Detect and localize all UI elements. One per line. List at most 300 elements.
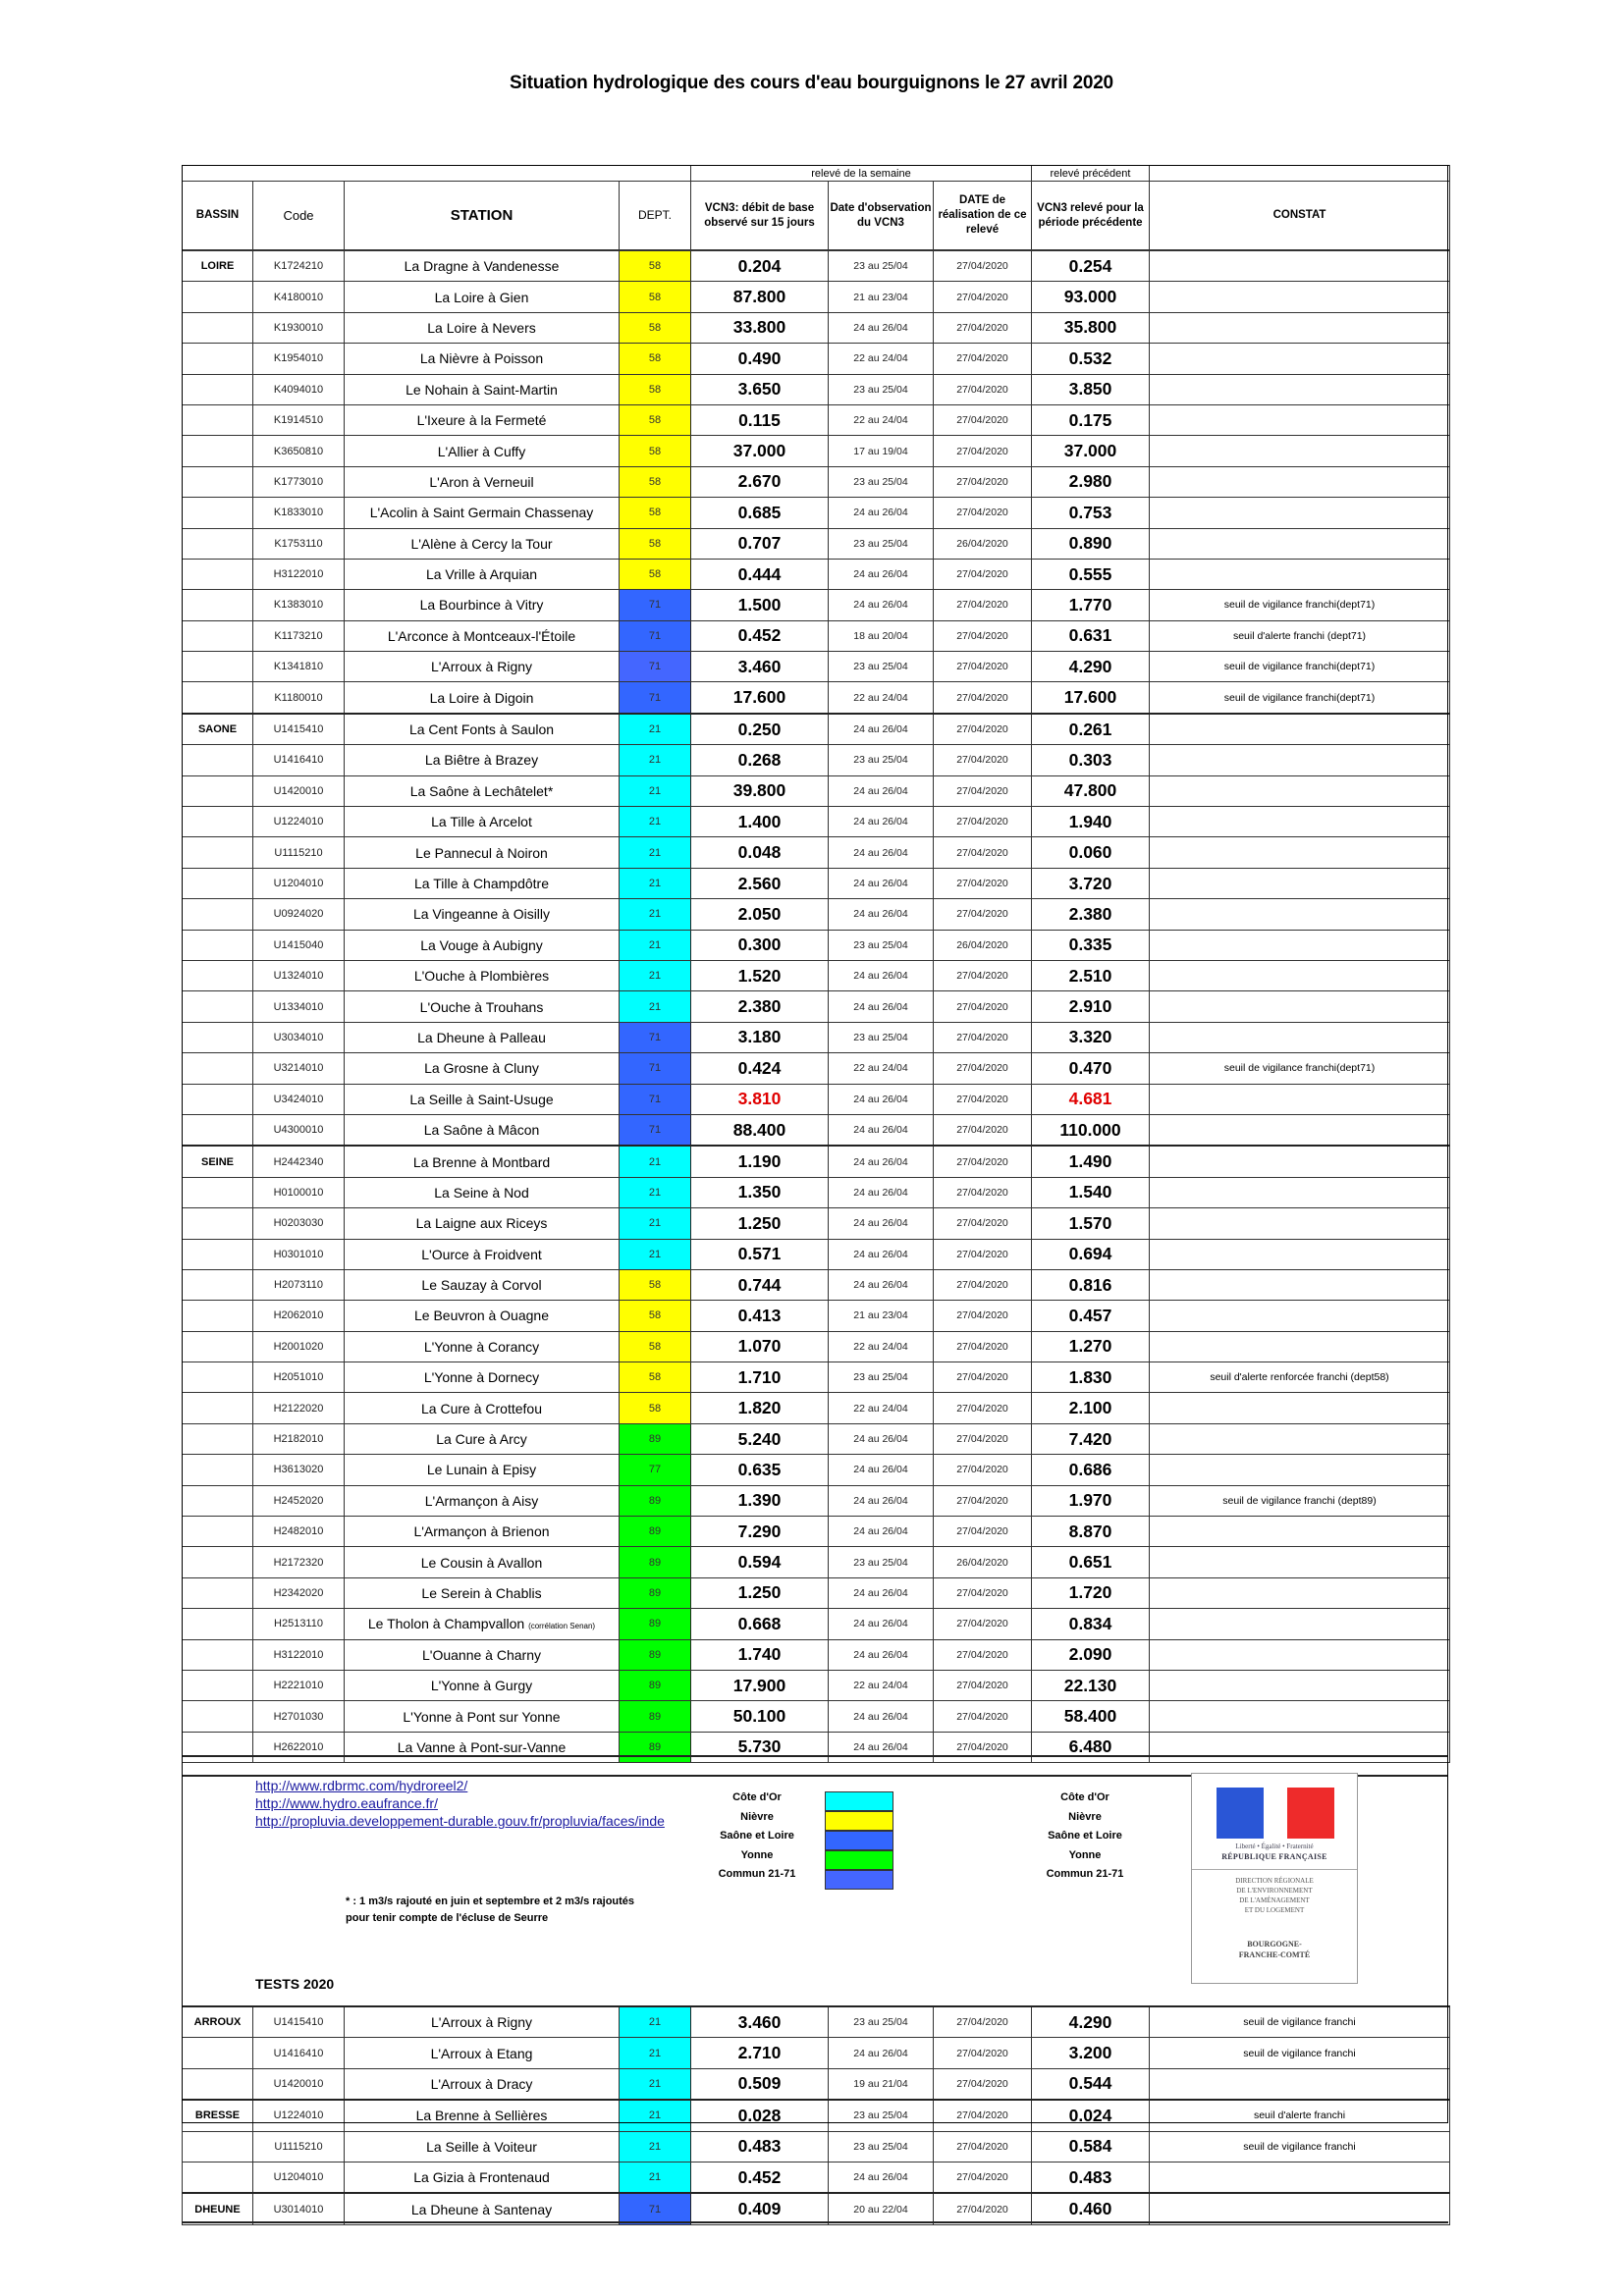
date-obs-cell: 19 au 21/04	[829, 2068, 934, 2100]
date-real-cell: 27/04/2020	[934, 775, 1032, 806]
vcn3-prev-cell: 2.510	[1032, 960, 1150, 990]
legend-label: Nièvre	[740, 1810, 774, 1823]
code-cell: H3613020	[253, 1455, 345, 1485]
station-cell: La Loire à Gien	[345, 282, 620, 312]
dept-cell: 21	[620, 837, 691, 868]
vcn3-cell: 7.290	[691, 1517, 829, 1547]
date-obs-cell: 24 au 26/04	[829, 2162, 934, 2193]
station-cell: L'Arroux à Etang	[345, 2038, 620, 2068]
logo-direction-line: DE L'ENVIRONNEMENT	[1236, 1887, 1313, 1895]
dept-cell: 21	[620, 2131, 691, 2162]
code-cell: U4300010	[253, 1114, 345, 1146]
constat-cell: seuil de vigilance franchi	[1150, 2038, 1450, 2068]
date-real-cell: 27/04/2020	[934, 344, 1032, 374]
link-rdbrmc[interactable]: http://www.rdbrmc.com/hydroreel2/	[255, 1778, 468, 1793]
station-note: (corrélation Senan)	[528, 1622, 596, 1631]
code-cell: U1204010	[253, 2162, 345, 2193]
dept-cell: 21	[620, 714, 691, 745]
header-bassin: BASSIN	[183, 182, 253, 251]
station-cell: La Grosne à Cluny	[345, 1053, 620, 1084]
code-cell: H2122020	[253, 1393, 345, 1423]
station-cell: L'Ouanne à Charny	[345, 1639, 620, 1670]
station-cell: L'Arroux à Rigny	[345, 2006, 620, 2038]
vcn3-cell: 1.250	[691, 1577, 829, 1608]
table-row	[183, 2131, 1450, 2162]
vcn3-prev-cell: 1.770	[1032, 590, 1150, 620]
date-real-cell: 27/04/2020	[934, 590, 1032, 620]
station-cell: Le Lunain à Episy	[345, 1455, 620, 1485]
date-real-cell: 27/04/2020	[934, 1517, 1032, 1547]
dept-cell: 58	[620, 404, 691, 435]
vcn3-cell: 2.710	[691, 2038, 829, 2068]
tests-title: TESTS 2020	[255, 1976, 335, 1992]
dept-cell: 89	[620, 1517, 691, 1547]
date-real-cell: 26/04/2020	[934, 1547, 1032, 1577]
vcn3-prev-cell: 0.261	[1032, 714, 1150, 745]
vcn3-prev-cell: 3.720	[1032, 868, 1150, 898]
date-real-cell: 27/04/2020	[934, 2068, 1032, 2100]
station-cell: La Biêtre à Brazey	[345, 745, 620, 775]
vcn3-cell: 3.460	[691, 652, 829, 682]
vcn3-prev-cell: 17.600	[1032, 682, 1150, 714]
vcn3-cell: 3.810	[691, 1084, 829, 1114]
code-cell: K1954010	[253, 344, 345, 374]
code-cell: K1383010	[253, 590, 345, 620]
link-propluvia[interactable]: http://propluvia.developpement-durable.gouv.fr/propluvia/faces/inde	[255, 1813, 665, 1829]
station-cell: L'Yonne à Gurgy	[345, 1670, 620, 1700]
code-cell: K4180010	[253, 282, 345, 312]
dept-cell: 71	[620, 1022, 691, 1052]
vcn3-prev-cell: 0.544	[1032, 2068, 1150, 2100]
date-real-cell: 27/04/2020	[934, 2100, 1032, 2131]
dept-cell: 21	[620, 1146, 691, 1177]
code-cell: U1224010	[253, 2100, 345, 2131]
vcn3-prev-cell: 47.800	[1032, 775, 1150, 806]
header-station: STATION	[345, 182, 620, 251]
dept-cell: 71	[620, 1084, 691, 1114]
date-real-cell: 27/04/2020	[934, 837, 1032, 868]
vcn3-cell: 0.594	[691, 1547, 829, 1577]
station-cell: L'Ouche à Trouhans	[345, 991, 620, 1022]
date-real-cell: 27/04/2020	[934, 1269, 1032, 1300]
dept-cell: 89	[620, 1485, 691, 1516]
vcn3-cell: 0.204	[691, 250, 829, 282]
dept-cell: 89	[620, 1701, 691, 1732]
table-row	[183, 2193, 1450, 2224]
vcn3-prev-cell: 4.290	[1032, 652, 1150, 682]
vcn3-cell: 0.452	[691, 620, 829, 651]
code-cell: U1224010	[253, 807, 345, 837]
vcn3-cell: 5.730	[691, 1732, 829, 1762]
code-cell: H2342020	[253, 1577, 345, 1608]
station-cell: La Gizia à Frontenaud	[345, 2162, 620, 2193]
code-cell: U1416410	[253, 2038, 345, 2068]
date-obs-cell: 24 au 26/04	[829, 1455, 934, 1485]
vcn3-prev-cell: 0.694	[1032, 1239, 1150, 1269]
date-real-cell: 27/04/2020	[934, 1208, 1032, 1239]
station-cell: La Tille à Champdôtre	[345, 868, 620, 898]
vcn3-cell: 1.500	[691, 590, 829, 620]
vcn3-cell: 1.350	[691, 1177, 829, 1207]
dept-cell: 71	[620, 620, 691, 651]
station-cell: L'Arroux à Dracy	[345, 2068, 620, 2100]
dept-cell: 58	[620, 466, 691, 497]
vcn3-cell: 17.600	[691, 682, 829, 714]
vcn3-cell: 1.190	[691, 1146, 829, 1177]
vcn3-cell: 37.000	[691, 436, 829, 466]
constat-cell	[1150, 2162, 1450, 2193]
constat-cell: seuil de vigilance franchi	[1150, 2131, 1450, 2162]
vcn3-prev-cell: 4.290	[1032, 2006, 1150, 2038]
vcn3-prev-cell: 0.816	[1032, 1269, 1150, 1300]
vcn3-cell: 1.710	[691, 1362, 829, 1393]
station-cell: La Nièvre à Poisson	[345, 344, 620, 374]
dept-cell: 58	[620, 1331, 691, 1362]
dept-cell: 21	[620, 2100, 691, 2131]
vcn3-prev-cell: 7.420	[1032, 1423, 1150, 1454]
station-cell: L'Ource à Froidvent	[345, 1239, 620, 1269]
dept-cell: 21	[620, 2162, 691, 2193]
date-obs-cell: 22 au 24/04	[829, 1393, 934, 1423]
date-obs-cell: 24 au 26/04	[829, 1084, 934, 1114]
dept-cell: 89	[620, 1639, 691, 1670]
station-cell: Le Serein à Chablis	[345, 1577, 620, 1608]
date-real-cell: 27/04/2020	[934, 1239, 1032, 1269]
date-obs-cell: 23 au 25/04	[829, 2006, 934, 2038]
dept-cell: 21	[620, 930, 691, 960]
date-real-cell: 27/04/2020	[934, 1732, 1032, 1762]
vcn3-cell: 0.300	[691, 930, 829, 960]
date-real-cell: 27/04/2020	[934, 1639, 1032, 1670]
date-obs-cell: 24 au 26/04	[829, 899, 934, 930]
legend-label: Yonne	[1068, 1848, 1102, 1861]
date-real-cell: 27/04/2020	[934, 2162, 1032, 2193]
date-obs-cell: 24 au 26/04	[829, 1609, 934, 1639]
constat-cell: seuil de vigilance franchi(dept71)	[1150, 1053, 1450, 1084]
dept-cell: 58	[620, 312, 691, 343]
station-cell: La Loire à Digoin	[345, 682, 620, 714]
date-real-cell: 27/04/2020	[934, 374, 1032, 404]
dept-cell: 21	[620, 960, 691, 990]
dept-cell: 21	[620, 868, 691, 898]
vcn3-prev-cell: 3.850	[1032, 374, 1150, 404]
date-real-cell: 27/04/2020	[934, 1146, 1032, 1177]
vcn3-prev-cell: 0.890	[1032, 528, 1150, 559]
dept-cell: 71	[620, 1053, 691, 1084]
date-obs-cell: 24 au 26/04	[829, 1239, 934, 1269]
vcn3-prev-cell: 3.320	[1032, 1022, 1150, 1052]
station-cell: L'Yonne à Corancy	[345, 1331, 620, 1362]
date-obs-cell: 23 au 25/04	[829, 1362, 934, 1393]
date-real-cell: 27/04/2020	[934, 1022, 1032, 1052]
vcn3-prev-cell: 0.460	[1032, 2193, 1150, 2224]
date-obs-cell: 24 au 26/04	[829, 2038, 934, 2068]
constat-cell: seuil de vigilance franchi	[1150, 2006, 1450, 2038]
header-vcn3-prev: VCN3 relevé pour la période précédente	[1032, 182, 1150, 251]
code-cell: H3122010	[253, 559, 345, 589]
header-vcn3: VCN3: débit de base observé sur 15 jours	[691, 182, 829, 251]
dept-cell: 21	[620, 807, 691, 837]
date-obs-cell: 23 au 25/04	[829, 528, 934, 559]
vcn3-cell: 0.635	[691, 1455, 829, 1485]
vcn3-cell: 0.452	[691, 2162, 829, 2193]
date-obs-cell: 24 au 26/04	[829, 312, 934, 343]
date-obs-cell: 23 au 25/04	[829, 2131, 934, 2162]
dept-cell: 21	[620, 899, 691, 930]
station-cell: Le Sauzay à Corvol	[345, 1269, 620, 1300]
bassin-cell: SEINE	[183, 1146, 253, 1177]
date-real-cell: 27/04/2020	[934, 498, 1032, 528]
date-real-cell: 27/04/2020	[934, 559, 1032, 589]
dept-cell: 71	[620, 590, 691, 620]
station-cell: L'Alène à Cercy la Tour	[345, 528, 620, 559]
station-cell: La Brenne à Sellières	[345, 2100, 620, 2131]
dept-cell: 77	[620, 1455, 691, 1485]
code-cell: H2073110	[253, 1269, 345, 1300]
station-cell: La Seille à Voiteur	[345, 2131, 620, 2162]
date-real-cell: 27/04/2020	[934, 1053, 1032, 1084]
date-obs-cell: 24 au 26/04	[829, 1269, 934, 1300]
code-cell: H0100010	[253, 1177, 345, 1207]
vcn3-cell: 1.520	[691, 960, 829, 990]
bassin-cell: LOIRE	[183, 250, 253, 282]
code-cell: U1115210	[253, 837, 345, 868]
table-row	[183, 2162, 1450, 2193]
dept-cell: 58	[620, 498, 691, 528]
vcn3-prev-cell: 0.024	[1032, 2100, 1150, 2131]
station-cell: L'Arroux à Rigny	[345, 652, 620, 682]
code-cell: H0301010	[253, 1239, 345, 1269]
dept-cell: 71	[620, 652, 691, 682]
vcn3-prev-cell: 0.470	[1032, 1053, 1150, 1084]
station-cell: La Dragne à Vandenesse	[345, 250, 620, 282]
code-cell: U1415410	[253, 714, 345, 745]
date-obs-cell: 23 au 25/04	[829, 652, 934, 682]
vcn3-cell: 87.800	[691, 282, 829, 312]
constat-cell: seuil d'alerte renforcée franchi (dept58)	[1150, 1362, 1450, 1393]
code-cell: U1420010	[253, 775, 345, 806]
date-obs-cell: 24 au 26/04	[829, 1423, 934, 1454]
date-obs-cell: 22 au 24/04	[829, 1331, 934, 1362]
vcn3-prev-cell: 1.970	[1032, 1485, 1150, 1516]
date-obs-cell: 21 au 23/04	[829, 1301, 934, 1331]
dept-cell: 21	[620, 2038, 691, 2068]
date-obs-cell: 24 au 26/04	[829, 960, 934, 990]
date-real-cell: 27/04/2020	[934, 2131, 1032, 2162]
footnote-line: * : 1 m3/s rajouté en juin et septembre et 2 m3/s rajoutés	[346, 1896, 635, 1907]
code-cell: K1914510	[253, 404, 345, 435]
vcn3-prev-cell: 2.980	[1032, 466, 1150, 497]
bassin-cell	[183, 2162, 253, 2193]
date-obs-cell: 23 au 25/04	[829, 250, 934, 282]
code-cell: U3014010	[253, 2193, 345, 2224]
station-cell: La Brenne à Montbard	[345, 1146, 620, 1177]
code-cell: H2221010	[253, 1670, 345, 1700]
dept-cell: 21	[620, 2068, 691, 2100]
legend-label: Commun 21-71	[1046, 1868, 1124, 1880]
vcn3-prev-cell: 2.910	[1032, 991, 1150, 1022]
vcn3-cell: 2.380	[691, 991, 829, 1022]
date-real-cell: 27/04/2020	[934, 312, 1032, 343]
station-cell: L'Armançon à Brienon	[345, 1517, 620, 1547]
vcn3-cell: 0.509	[691, 2068, 829, 2100]
tests-spacer	[182, 2221, 1448, 2241]
date-real-cell: 27/04/2020	[934, 1084, 1032, 1114]
code-cell: U1415410	[253, 2006, 345, 2038]
date-real-cell: 27/04/2020	[934, 652, 1032, 682]
vcn3-cell: 39.800	[691, 775, 829, 806]
vcn3-prev-cell: 37.000	[1032, 436, 1150, 466]
dept-cell: 58	[620, 250, 691, 282]
dept-cell: 21	[620, 2006, 691, 2038]
station-cell: La Bourbince à Vitry	[345, 590, 620, 620]
date-obs-cell: 24 au 26/04	[829, 590, 934, 620]
station-cell: La Loire à Nevers	[345, 312, 620, 343]
date-obs-cell: 24 au 26/04	[829, 1517, 934, 1547]
code-cell: U1416410	[253, 745, 345, 775]
date-obs-cell: 24 au 26/04	[829, 775, 934, 806]
date-obs-cell: 24 au 26/04	[829, 559, 934, 589]
header-constat: CONSTAT	[1150, 182, 1450, 251]
vcn3-cell: 1.390	[691, 1485, 829, 1516]
dept-cell: 58	[620, 1269, 691, 1300]
date-real-cell: 27/04/2020	[934, 404, 1032, 435]
date-obs-cell: 24 au 26/04	[829, 991, 934, 1022]
station-cell: La Cure à Arcy	[345, 1423, 620, 1454]
logo-republic: RÉPUBLIQUE FRANÇAISE	[1221, 1852, 1327, 1861]
vcn3-cell: 17.900	[691, 1670, 829, 1700]
station-cell: La Cure à Crottefou	[345, 1393, 620, 1423]
dept-cell: 21	[620, 1239, 691, 1269]
logo-region-line: BOURGOGNE-	[1247, 1940, 1302, 1949]
date-real-cell: 27/04/2020	[934, 466, 1032, 497]
date-obs-cell: 22 au 24/04	[829, 682, 934, 714]
date-real-cell: 27/04/2020	[934, 1485, 1032, 1516]
code-cell: U1204010	[253, 868, 345, 898]
vcn3-prev-cell: 2.100	[1032, 1393, 1150, 1423]
constat-cell	[1150, 2193, 1450, 2224]
code-cell: H2442340	[253, 1146, 345, 1177]
bassin-cell: DHEUNE	[183, 2193, 253, 2224]
date-real-cell: 27/04/2020	[934, 714, 1032, 745]
date-real-cell: 27/04/2020	[934, 620, 1032, 651]
date-obs-cell: 23 au 25/04	[829, 466, 934, 497]
station-cell: L'Acolin à Saint Germain Chassenay	[345, 498, 620, 528]
station-cell: La Dheune à Santenay	[345, 2193, 620, 2224]
code-cell: K1341810	[253, 652, 345, 682]
link-hydro-eaufrance[interactable]: http://www.hydro.eaufrance.fr/	[255, 1795, 438, 1811]
vcn3-prev-cell: 2.380	[1032, 899, 1150, 930]
code-cell: K1753110	[253, 528, 345, 559]
date-obs-cell: 23 au 25/04	[829, 1547, 934, 1577]
date-obs-cell: 24 au 26/04	[829, 807, 934, 837]
dept-cell: 21	[620, 1208, 691, 1239]
station-cell: L'Ouche à Plombières	[345, 960, 620, 990]
dept-cell: 21	[620, 775, 691, 806]
vcn3-cell: 0.668	[691, 1609, 829, 1639]
vcn3-cell: 2.050	[691, 899, 829, 930]
date-obs-cell: 18 au 20/04	[829, 620, 934, 651]
code-cell: H2182010	[253, 1423, 345, 1454]
station-cell: La Vouge à Aubigny	[345, 930, 620, 960]
code-cell: K3650810	[253, 436, 345, 466]
vcn3-cell: 0.028	[691, 2100, 829, 2131]
station-cell: La Vrille à Arquian	[345, 559, 620, 589]
logo-motto: Liberté • Égalité • Fraternité	[1235, 1842, 1314, 1850]
date-real-cell: 27/04/2020	[934, 899, 1032, 930]
dept-cell: 58	[620, 1301, 691, 1331]
dept-cell: 89	[620, 1423, 691, 1454]
station-cell: La Seine à Nod	[345, 1177, 620, 1207]
vcn3-prev-cell: 0.483	[1032, 2162, 1150, 2193]
code-cell: K1930010	[253, 312, 345, 343]
station-cell: La Saône à Mâcon	[345, 1114, 620, 1146]
vcn3-cell: 1.740	[691, 1639, 829, 1670]
date-obs-cell: 24 au 26/04	[829, 1701, 934, 1732]
date-obs-cell: 24 au 26/04	[829, 1639, 934, 1670]
vcn3-cell: 0.268	[691, 745, 829, 775]
station-cell: L'Yonne à Dornecy	[345, 1362, 620, 1393]
date-obs-cell: 24 au 26/04	[829, 1208, 934, 1239]
station-cell: La Seille à Saint-Usuge	[345, 1084, 620, 1114]
date-obs-cell: 23 au 25/04	[829, 1022, 934, 1052]
header-code: Code	[253, 182, 345, 251]
vcn3-cell: 33.800	[691, 312, 829, 343]
date-obs-cell: 23 au 25/04	[829, 745, 934, 775]
vcn3-prev-cell: 0.532	[1032, 344, 1150, 374]
vcn3-prev-cell: 2.090	[1032, 1639, 1150, 1670]
logo-direction-line: DE L'AMÉNAGEMENT	[1239, 1896, 1310, 1904]
date-obs-cell: 22 au 24/04	[829, 344, 934, 374]
station-cell: La Tille à Arcelot	[345, 807, 620, 837]
station-cell: La Cent Fonts à Saulon	[345, 714, 620, 745]
code-cell: K1173210	[253, 620, 345, 651]
date-real-cell: 27/04/2020	[934, 1577, 1032, 1608]
page-frame	[182, 165, 1448, 2123]
code-cell: H2622010	[253, 1732, 345, 1762]
date-obs-cell: 24 au 26/04	[829, 1732, 934, 1762]
station-cell: La Vanne à Pont-sur-Vanne	[345, 1732, 620, 1762]
constat-cell: seuil de vigilance franchi(dept71)	[1150, 682, 1450, 714]
station-cell: Le Beuvron à Ouagne	[345, 1301, 620, 1331]
date-real-cell: 27/04/2020	[934, 868, 1032, 898]
date-real-cell: 27/04/2020	[934, 2038, 1032, 2068]
vcn3-cell: 1.070	[691, 1331, 829, 1362]
group-header-semaine: relevé de la semaine	[691, 166, 1032, 182]
vcn3-cell: 0.444	[691, 559, 829, 589]
date-obs-cell: 22 au 24/04	[829, 1053, 934, 1084]
dept-cell: 89	[620, 1732, 691, 1762]
code-cell: H2172320	[253, 1547, 345, 1577]
vcn3-cell: 0.707	[691, 528, 829, 559]
date-real-cell: 27/04/2020	[934, 960, 1032, 990]
vcn3-prev-cell: 1.570	[1032, 1208, 1150, 1239]
vcn3-prev-cell: 110.000	[1032, 1114, 1150, 1146]
logo-direction-line: ET DU LOGEMENT	[1244, 1906, 1305, 1914]
station-cell: La Dheune à Palleau	[345, 1022, 620, 1052]
dept-cell: 89	[620, 1577, 691, 1608]
code-cell: H2001020	[253, 1331, 345, 1362]
dept-cell: 58	[620, 344, 691, 374]
date-obs-cell: 21 au 23/04	[829, 282, 934, 312]
code-cell: U3424010	[253, 1084, 345, 1114]
code-cell: U1420010	[253, 2068, 345, 2100]
code-cell: H2701030	[253, 1701, 345, 1732]
station-cell: L'Allier à Cuffy	[345, 436, 620, 466]
vcn3-prev-cell: 0.631	[1032, 620, 1150, 651]
logo-region-line: FRANCHE-COMTÉ	[1238, 1950, 1311, 1959]
bassin-cell: BRESSE	[183, 2100, 253, 2131]
